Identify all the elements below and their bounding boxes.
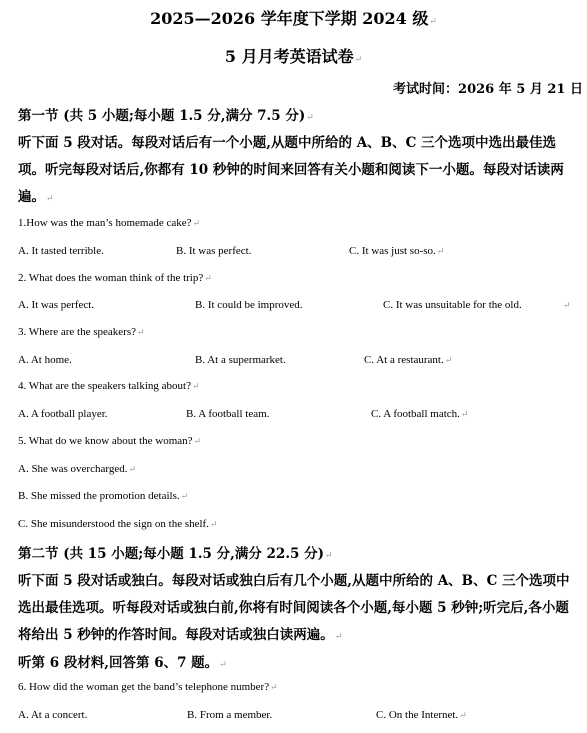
section1-heading: 第一节 (共 5 小题;每小题 1.5 分,满分 7.5 分)↵: [18, 108, 314, 124]
paragraph-mark-icon: ↵: [180, 491, 189, 501]
option-a: A. A football player.: [18, 408, 108, 420]
option-b: B. From a member.: [187, 709, 273, 721]
paragraph-mark-icon: ↵: [191, 381, 200, 391]
option-b: B. She missed the promotion details.↵: [18, 490, 189, 502]
question-5: 5. What do we know about the woman?↵: [18, 435, 202, 447]
paragraph-mark-icon: ↵: [204, 273, 212, 283]
option-a: A. It was perfect.: [18, 299, 95, 311]
section1-instruction-line: 项。听完每段对话后,你都有 10 秒钟的时间来回答有关小题和阅读下一小题。每段对话读两: [18, 162, 564, 178]
section2-heading: 第二节 (共 15 小题;每小题 1.5 分,满分 22.5 分)↵: [18, 546, 333, 562]
option-a: A. At a concert.: [18, 709, 88, 721]
question-3: 3. Where are the speakers?↵: [18, 326, 145, 338]
option-a: A. At home.: [18, 354, 72, 366]
paragraph-mark-icon: ↵: [354, 55, 363, 65]
option-c: C. It was just so-so.↵: [349, 245, 445, 257]
option-c: C. On the Internet.↵: [376, 709, 467, 721]
question-6: 6. How did the woman get the band’s telephone number?↵: [18, 681, 278, 693]
paragraph-mark-icon: ↵: [325, 551, 333, 561]
paragraph-mark-icon: ↵: [136, 327, 145, 337]
paragraph-mark-icon: ↵: [459, 710, 467, 720]
option-c: C. At a restaurant.↵: [364, 354, 453, 366]
option-b: B. It could be improved.: [195, 299, 303, 311]
paragraph-mark-icon: ↵: [436, 246, 445, 256]
exam-title-line2: 5 月月考英语试卷↵: [224, 47, 363, 66]
option-a: A. She was overcharged.↵: [18, 463, 137, 475]
question-1: 1.How was the man’s homemade cake?↵: [18, 217, 201, 229]
option-c: C. A football match.↵: [371, 408, 469, 420]
paragraph-mark-icon: ↵: [563, 300, 571, 310]
option-a: A. It tasted terrible.: [18, 245, 104, 257]
exam-time: 考试时间：2026 年 5 月 21 日: [393, 82, 583, 97]
section2-instruction-line: 将给出 5 秒钟的作答时间。每段对话或独白读两遍。↵: [18, 627, 343, 643]
option-c: C. She misunderstood the sign on the shelf.↵: [18, 518, 218, 530]
section2-instruction-line: 听下面 5 段对话或独白。每段对话或独白后有几个小题,从题中所给的 A、B、C 三个选项中: [18, 573, 570, 589]
paragraph-mark-icon: ↵: [219, 660, 227, 670]
option-b: B. At a supermarket.: [195, 354, 286, 366]
question-2: 2. What does the woman think of the trip?↵: [18, 272, 212, 284]
section1-instruction-line: 遍。↵: [18, 189, 54, 205]
option-c: C. It was unsuitable for the old.: [383, 299, 522, 311]
section2-instruction-line: 选出最佳选项。听每段对话或独白前,你将有时间阅读各个小题,每小题 5 秒钟;听完后,各小题: [18, 600, 569, 616]
paragraph-mark-icon: ↵: [46, 194, 54, 204]
paragraph-mark-icon: ↵: [270, 682, 278, 692]
section1-instruction-line: 听下面 5 段对话。每段对话后有一个小题,从题中所给的 A、B、C 三个选项中选出最佳选: [18, 135, 557, 151]
paragraph-mark-icon: ↵: [192, 218, 201, 228]
paragraph-mark-icon: ↵: [460, 409, 469, 419]
paragraph-mark-icon: ↵: [334, 632, 343, 642]
paragraph-mark-icon: ↵: [444, 355, 453, 365]
paragraph-mark-icon: ↵: [209, 519, 218, 529]
paragraph-mark-icon: ↵: [306, 113, 314, 123]
option-b: B. A football team.: [186, 408, 270, 420]
material-intro: 听第 6 段材料,回答第 6、7 题。↵: [18, 655, 227, 671]
paragraph-mark-icon: ↵: [193, 436, 202, 446]
paragraph-mark-icon: ↵: [128, 464, 137, 474]
question-4: 4. What are the speakers talking about?↵: [18, 380, 200, 392]
exam-title-line1: 2025—2026 学年度下学期 2024 级↵: [150, 9, 437, 28]
paragraph-mark-icon: ↵: [429, 17, 437, 27]
option-b: B. It was perfect.: [176, 245, 252, 257]
